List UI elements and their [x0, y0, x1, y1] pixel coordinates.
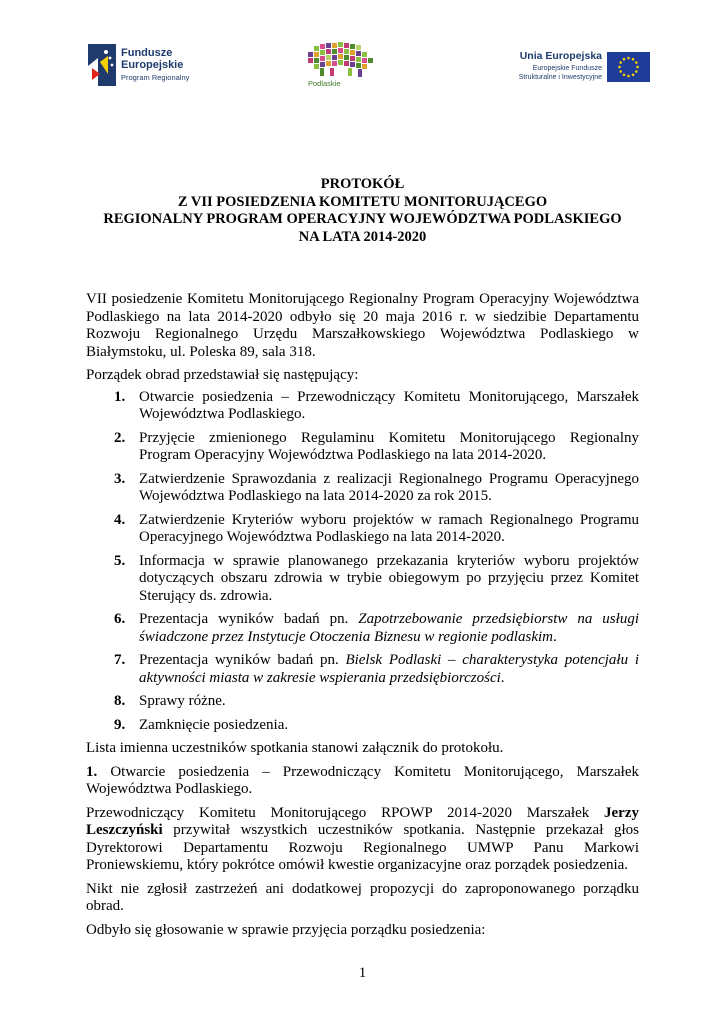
fundusze-europejskie-mark-icon [88, 44, 116, 86]
agenda-item-text: Przyjęcie zmienionego Regulaminu Komitetu Monitorującego Regionalny Program Operacyjny Województwa Podlaskiego na lata 2014-2020. [139, 429, 639, 463]
agenda-item-number: 9. [114, 716, 126, 733]
agenda-item [86, 693, 639, 711]
title-line-1: PROTOKÓŁ [320, 176, 405, 192]
section-1-text: Otwarcie posiedzenia – Przewodniczący Komitetu Monitorującego, Marszałek Województwa Podlaskiego. [86, 763, 639, 797]
chairman-name: Jerzy Leszczyński [86, 804, 639, 838]
title-line-4: NA LATA 2014-2020 [298, 228, 427, 245]
agenda-heading: Porządek obrad przedstawiał się następujący: [86, 367, 359, 383]
title-line-3: REGIONALNY PROGRAM OPERACYJNY WOJEWÓDZTWA PODLASKIEGO [103, 211, 622, 227]
unia-europejska-logo [490, 52, 650, 102]
agenda-item-text: Otwarcie posiedzenia – Przewodniczący Komitetu Monitorującego, Marszałek Województwa Podlaskiego. [139, 388, 639, 422]
page-header [0, 40, 725, 110]
ue-line1: Unia Europejska [519, 50, 602, 62]
section-1-heading [86, 764, 639, 799]
agenda-item [86, 430, 639, 465]
agenda-item-number: 7. [114, 652, 126, 668]
agenda-item-number: 6. [114, 611, 126, 627]
agenda-list [86, 389, 639, 735]
fundusze-europejskie-text [121, 47, 189, 84]
agenda-item-number: 1. [114, 388, 126, 405]
agenda-item [86, 389, 639, 424]
fe-line1: Fundusze [121, 47, 173, 59]
agenda-item-text: Prezentacja wyników badań pn. [139, 611, 359, 627]
agenda-item-study-title: Bielsk Podlaski – charakterystyka potencjału i aktywności miasta w zakresie wspierania przedsiębiorczości [139, 652, 639, 686]
document-body [86, 291, 639, 945]
podlaskie-logo [300, 40, 390, 100]
page-number: 1 [358, 965, 367, 981]
eu-flag-icon [607, 52, 650, 82]
ue-line3: Strukturalne i Inwestycyjne [518, 74, 602, 81]
agenda-item-number: 5. [114, 552, 126, 569]
vote-paragraph: Odbyło się głosowanie w sprawie przyjęcia porządku posiedzenia: [86, 921, 486, 938]
agenda-item-text: Sprawy różne. [139, 693, 226, 709]
agenda-item-number: 2. [114, 429, 126, 446]
agenda-item-suffix: . [552, 628, 557, 645]
title-line-2: Z VII POSIEDZENIA KOMITETU MONITORUJĄCEGO [177, 193, 548, 210]
fe-line3: Program Regionalny [121, 73, 190, 82]
agenda-item [86, 512, 639, 547]
opening-text-before: Przewodniczący Komitetu Monitorującego RPOWP 2014-2020 Marszałek [86, 804, 605, 821]
agenda-item-study-title: Zapotrzebowanie przedsiębiorstw na usługi świadczone przez Instytucje Otoczenia Biznesu w regionie podlaskim [139, 611, 639, 645]
agenda-item-text: Zatwierdzenie Kryteriów wyboru projektów w ramach Regionalnego Programu Operacyjnego Województwa Podlaskiego na lata 2014-2020. [139, 511, 639, 545]
agenda-item [86, 652, 639, 687]
document-title [0, 176, 725, 246]
opening-paragraph [86, 805, 639, 875]
agenda-item-text: Zatwierdzenie Sprawozdania z realizacji Regionalnego Programu Operacyjnego Województwa Podlaskiego na lata 2014-2020 za rok 2015. [139, 470, 639, 504]
agenda-item-number: 3. [114, 470, 126, 487]
agenda-item [86, 553, 639, 606]
podlaskie-label: Podlaskie [308, 79, 341, 88]
agenda-item [86, 471, 639, 506]
ue-line2: Europejskie Fundusze [532, 65, 602, 72]
attendance-note: Lista imienna uczestników spotkania stanowi załącznik do protokołu. [86, 740, 504, 756]
agenda-item-text: Informacja w sprawie planowanego przekazania kryteriów wyboru projektów dotyczących obszaru zdrowia w trybie obiegowym po przyjęciu przez Komitet Sterujący ds. zdrowia. [139, 552, 639, 604]
agenda-item-suffix: . [500, 669, 505, 686]
no-objections-paragraph: Nikt nie zgłosił zastrzeżeń ani dodatkowej propozycji do zaproponowanego porządku obrad. [86, 880, 639, 914]
agenda-item [86, 717, 639, 735]
agenda-item-text: Zamknięcie posiedzenia. [139, 716, 289, 733]
section-1-number: 1. [86, 763, 98, 780]
bison-mosaic-icon [300, 40, 390, 80]
opening-text-after: przywitał wszystkich uczestników spotkania. Następnie przekazał głos Dyrektorowi Departamentu Rozwoju Regionalnego UMWP Panu Markowi Proniewskiemu, który pokrótce omówił kwestie organizacyjne oraz porządek posiedzenia. [86, 822, 639, 873]
agenda-item-text: Prezentacja wyników badań pn. [139, 652, 346, 668]
agenda-item-number: 8. [114, 693, 126, 709]
ue-text [482, 52, 602, 82]
fe-line2: Europejskie [121, 59, 184, 71]
agenda-item-number: 4. [114, 511, 126, 528]
agenda-item [86, 611, 639, 646]
intro-paragraph: VII posiedzenie Komitetu Monitorującego Regionalny Program Operacyjny Województwa Podlaskiego na lata 2014-2020 odbyło się 20 maja 2016 r. w siedzibie Departamentu Rozwoju Regionalnego Urzędu Marszałkowskiego Województwa Podlaskiego w Białymstoku, ul. Poleska 89, sala 318. [86, 291, 639, 360]
fundusze-europejskie-logo [88, 44, 218, 94]
